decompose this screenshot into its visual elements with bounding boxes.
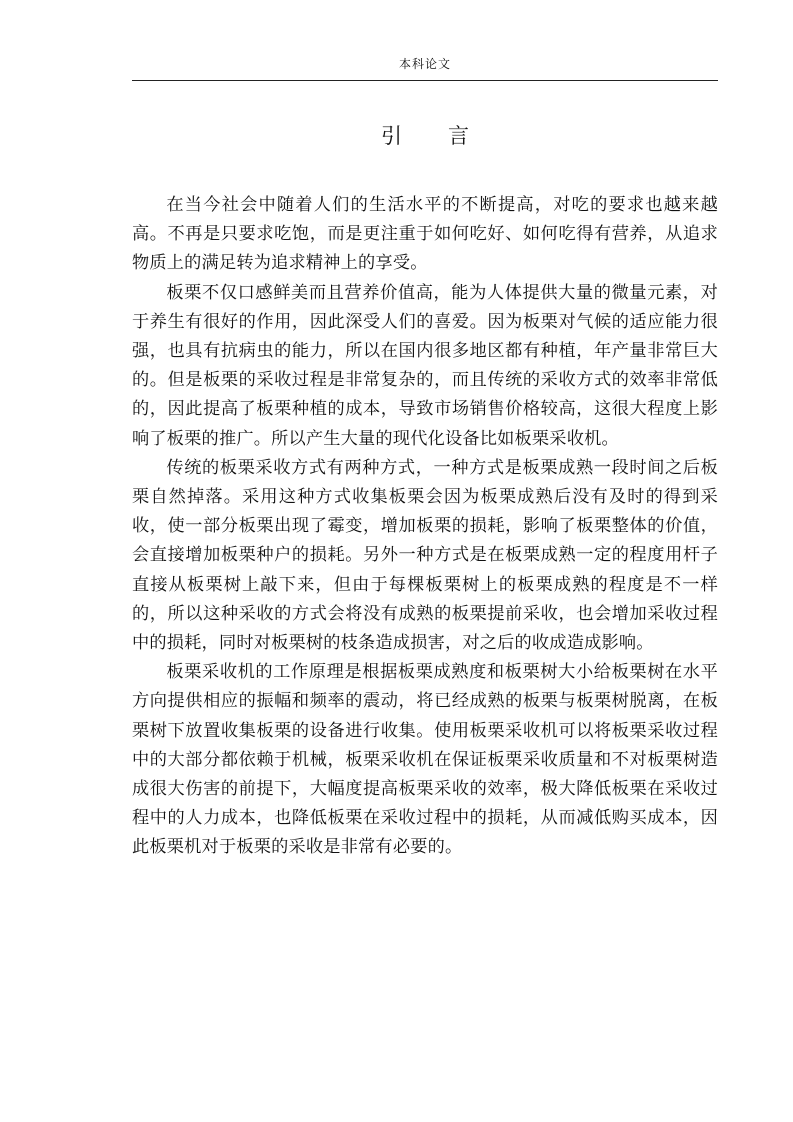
section-title-char-2: 言 bbox=[448, 124, 469, 148]
header-divider bbox=[132, 80, 718, 81]
paragraph-2: 板栗不仅口感鲜美而且营养价值高，能为人体提供大量的微量元素，对于养生有很好的作用，因此深受人们的喜爱。因为板栗对气候的适应能力很强，也具有抗病虫的能力，所以在国内很多地区都有种植，年产量非常巨大的。但是板栗的采收过程是非常复杂的，而且传统的采收方式的效率非常低的，因此提高了板栗种植的成本，导致市场销售价格较高，这很大程度上影响了板栗的推广。所以产生大量的现代化设备比如板栗采收机。 bbox=[132, 282, 718, 449]
section-title-char-1: 引 bbox=[381, 124, 402, 148]
section-title bbox=[132, 122, 718, 150]
paragraph-3: 传统的板栗采收方式有两种方式，一种方式是板栗成熟一段时间之后板栗自然掉落。采用这种方式收集板栗会因为板栗成熟后没有及时的得到采收，使一部分板栗出现了霉变，增加板栗的损耗，影响了板栗整体的价值，会直接增加板栗种户的损耗。另外一种方式是在板栗成熟一定的程度用杆子直接从板栗树上敲下来，但由于每棵板栗树上的板栗成熟的程度是不一样的，所以这种采收的方式会将没有成熟的板栗提前采收，也会增加采收过程中的损耗，同时对板栗树的枝条造成损害，对之后的收成造成影响。 bbox=[132, 457, 718, 654]
running-header: 本科论文 bbox=[398, 57, 451, 71]
paragraph-1: 在当今社会中随着人们的生活水平的不断提高，对吃的要求也越来越高。不再是只要求吃饱，而是更注重于如何吃好、如何吃得有营养，从追求物质上的满足转为追求精神上的享受。 bbox=[132, 195, 718, 274]
body-text bbox=[132, 191, 718, 863]
paragraph-4: 板栗采收机的工作原理是根据板栗成熟度和板栗树大小给板栗树在水平方向提供相应的振幅和频率的震动，将已经成熟的板栗与板栗树脱离，在板栗树下放置收集板栗的设备进行收集。使用板栗采收机可以将板栗采收过程中的大部分都依赖于机械，板栗采收机在保证板栗采收质量和不对板栗树造成很大伤害的前提下，大幅度提高板栗采收的效率，极大降低板栗在采收过程中的人力成本，也降低板栗在采收过程中的损耗，从而减低购买成本，因此板栗机对于板栗的采收是非常有必要的。 bbox=[132, 662, 718, 858]
